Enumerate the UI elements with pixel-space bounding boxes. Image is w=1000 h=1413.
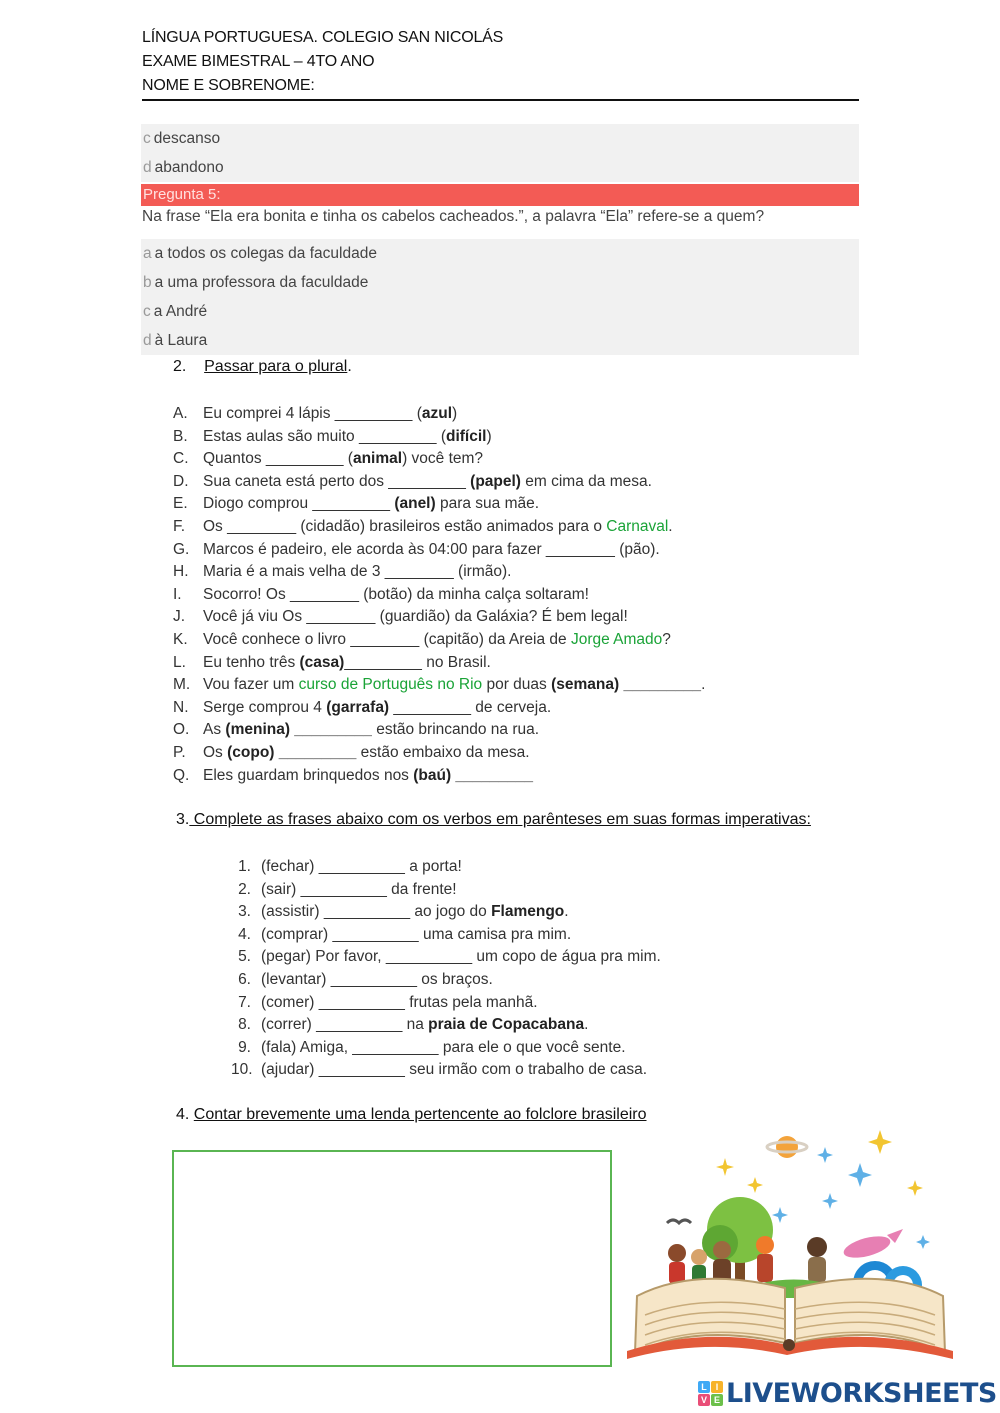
item-text <box>203 426 492 449</box>
list-item[interactable] <box>173 674 863 697</box>
section-3-title: 3. Complete as frases abaixo com os verbos em parênteses em suas formas imperativas: <box>176 811 811 828</box>
text-part: Serge comprou 4 <box>203 698 327 716</box>
bold-word: (papel) <box>470 472 521 490</box>
text-part: . <box>668 517 673 535</box>
text-part: Os ________ (cidadão) brasileiros estão animados para o <box>203 517 607 535</box>
option-b[interactable]: b a uma professora da faculdade <box>143 274 369 291</box>
bold-word: azul <box>421 405 453 422</box>
text-part: Quantos _________ ( <box>203 450 353 468</box>
text-part: Eu comprei 4 lápis _________ ( <box>203 405 422 422</box>
item-text: (pegar) Por favor, __________ um copo de água pra mim. <box>261 948 661 966</box>
item-marker: Q. <box>173 766 190 784</box>
item-text: (comprar) __________ uma camisa pra mim. <box>261 925 572 943</box>
section-2-list <box>173 403 863 787</box>
item-marker: P. <box>173 743 186 761</box>
sparkle-icon <box>716 1130 923 1196</box>
item-text <box>203 652 491 675</box>
item-text <box>203 516 673 539</box>
question-5-text: Na frase “Ela era bonita e tinha os cabelos cacheados.”, a palavra “Ela” refere-se a quem? <box>142 208 765 225</box>
item-text: (ajudar) __________ seu irmão com o trabalho de casa. <box>261 1061 648 1079</box>
text-part: (assistir) __________ ao jogo do <box>261 903 492 921</box>
question-5-header <box>141 184 859 206</box>
item-text: (fechar) __________ a porta! <box>261 858 462 875</box>
text-part: ? <box>662 630 671 648</box>
header-name-label: NOME E SOBRENOME: <box>142 77 315 94</box>
highlight-term: Jorge Amado <box>570 630 663 648</box>
text-part: Sua caneta está perto dos _________ <box>203 472 471 490</box>
text-part: Diogo comprou _________ <box>203 495 395 513</box>
star-icon <box>772 1147 930 1249</box>
list-item[interactable] <box>173 697 863 720</box>
text-part: (correr) __________ na <box>261 1016 429 1034</box>
logo-grid-icon: L I V E <box>698 1381 723 1406</box>
item-marker: E. <box>173 495 188 513</box>
item-marker: 2. <box>238 880 251 898</box>
item-text <box>203 674 705 697</box>
text-part: ) <box>486 427 492 445</box>
item-text <box>203 448 483 471</box>
item-marker: A. <box>173 405 188 422</box>
text-part: estão brincando na rua. <box>371 721 540 739</box>
list-item[interactable] <box>173 606 863 629</box>
option-c[interactable]: c a André <box>143 303 208 320</box>
item-marker: D. <box>173 472 189 490</box>
item-marker: N. <box>173 698 189 716</box>
text-part: . <box>564 903 569 921</box>
section-2-title: 2. Passar para o plural. <box>173 358 352 375</box>
item-text: Socorro! Os ________ (botão) da minha calça soltaram! <box>203 585 589 603</box>
text-part: em cima da mesa. <box>520 472 652 490</box>
logo-text: LIVEWORKSHEETS <box>726 1377 997 1409</box>
item-text <box>203 403 457 426</box>
option-c[interactable]: c descanso <box>143 130 221 147</box>
bold-word: animal <box>352 450 403 468</box>
text-part: Eu tenho três <box>203 653 300 671</box>
section-4-title: 4. Contar brevemente uma lenda pertencente ao folclore brasileiro <box>176 1106 647 1123</box>
item-marker: 6. <box>238 970 251 988</box>
list-item[interactable] <box>173 403 863 426</box>
option-d[interactable]: d à Laura <box>143 332 208 349</box>
dolphin-icon <box>841 1229 903 1262</box>
item-marker: 10. <box>231 1061 253 1079</box>
bold-word: (menina) _________ <box>225 721 372 739</box>
item-marker: I. <box>173 585 182 603</box>
item-text: (sair) __________ da frente! <box>261 880 457 898</box>
list-item[interactable] <box>173 629 863 652</box>
list-item[interactable] <box>231 901 831 924</box>
item-marker: O. <box>173 721 190 739</box>
list-item[interactable] <box>173 493 863 516</box>
list-item[interactable] <box>231 924 831 947</box>
item-marker: M. <box>173 676 191 694</box>
item-marker: 1. <box>238 858 251 875</box>
item-marker: 9. <box>238 1038 251 1056</box>
list-item[interactable] <box>173 561 863 584</box>
list-item[interactable] <box>173 719 863 742</box>
text-part: ) <box>452 405 458 422</box>
list-item[interactable] <box>231 879 831 902</box>
item-text: (fala) Amiga, __________ para ele o que você sente. <box>261 1038 626 1056</box>
item-marker: 7. <box>238 993 251 1011</box>
text-part: ) você tem? <box>402 450 484 468</box>
legend-answer-box[interactable] <box>172 1150 612 1367</box>
item-text <box>261 901 569 924</box>
bold-word: (copo) _________ <box>227 743 357 761</box>
item-marker: G. <box>173 540 190 558</box>
item-text: Marcos é padeiro, ele acorda às 04:00 para fazer ________ (pão). <box>203 540 660 558</box>
bold-word: (garrafa) <box>326 698 390 716</box>
highlight-term: curso de Português no Rio <box>298 676 483 694</box>
text-part: . <box>584 1016 589 1034</box>
list-item[interactable] <box>173 652 863 675</box>
list-item[interactable] <box>231 969 831 992</box>
header-school: LÍNGUA PORTUGUESA. COLEGIO SAN NICOLÁS <box>142 29 504 46</box>
item-marker: 3. <box>238 903 251 921</box>
list-item[interactable] <box>173 765 863 788</box>
text-part: estão embaixo da mesa. <box>356 743 530 761</box>
item-marker: 5. <box>238 948 251 966</box>
item-marker: J. <box>173 608 186 626</box>
exam-header <box>142 26 859 98</box>
text-part: As <box>203 721 226 739</box>
item-text <box>203 697 551 720</box>
text-part: Os <box>203 743 228 761</box>
item-text: Maria é a mais velha de 3 ________ (irmão). <box>203 563 512 581</box>
highlight-term: Carnaval <box>606 517 669 535</box>
list-item[interactable] <box>173 471 863 494</box>
list-item[interactable] <box>231 1014 831 1037</box>
bold-word: (semana) _________ <box>551 676 702 694</box>
item-text <box>203 493 539 516</box>
prev-question-options <box>141 124 859 182</box>
option-a[interactable]: a a todos os colegas da faculdade <box>143 245 377 262</box>
name-line <box>142 99 859 101</box>
list-item[interactable] <box>173 448 863 471</box>
item-text <box>203 765 533 788</box>
list-item[interactable] <box>231 1059 831 1082</box>
text-part: Vou fazer um <box>203 676 299 694</box>
item-text <box>261 1014 588 1037</box>
list-item[interactable] <box>173 742 863 765</box>
item-marker: F. <box>173 517 186 535</box>
bold-word: Flamengo <box>491 903 565 921</box>
item-text <box>203 629 671 652</box>
bold-word: (casa) <box>299 653 345 671</box>
text-part: por duas <box>482 676 552 694</box>
list-item[interactable] <box>173 584 863 607</box>
text-part: Você conhece o livro ________ (capitão) da Areia de <box>203 630 571 648</box>
section-3-list <box>231 856 831 1082</box>
text-part: Eles guardam brinquedos nos <box>203 766 414 784</box>
item-marker: 8. <box>238 1016 251 1034</box>
item-marker: B. <box>173 427 188 445</box>
question-5-options <box>141 239 859 355</box>
item-text <box>203 742 530 765</box>
list-item[interactable] <box>173 516 863 539</box>
list-item[interactable] <box>231 946 831 969</box>
text-part: _________ no Brasil. <box>344 653 491 671</box>
list-item[interactable] <box>173 539 863 562</box>
item-text: (comer) __________ frutas pela manhã. <box>261 993 538 1011</box>
item-marker: K. <box>173 630 188 648</box>
option-d[interactable]: d abandono <box>143 159 224 176</box>
planet-icon <box>767 1136 807 1158</box>
text-part: _________ de cerveja. <box>389 698 552 716</box>
bold-word: difícil <box>446 427 487 445</box>
text-part: para sua mãe. <box>435 495 540 513</box>
text-part: Estas aulas são muito _________ ( <box>203 427 446 445</box>
header-exam: EXAME BIMESTRAL – 4TO ANO <box>142 53 375 70</box>
item-text: (levantar) __________ os braços. <box>261 970 493 988</box>
item-marker: L. <box>173 653 186 671</box>
list-item[interactable] <box>173 426 863 449</box>
item-marker: 4. <box>238 925 251 943</box>
item-text: Você já viu Os ________ (guardião) da Galáxia? É bem legal! <box>203 608 628 626</box>
text-part: . <box>701 676 706 694</box>
bold-word: (anel) <box>394 495 436 513</box>
list-item[interactable] <box>231 992 831 1015</box>
item-text <box>203 719 539 742</box>
bold-word: (baú) _________ <box>413 766 534 784</box>
question-5-label: Pregunta 5: <box>143 186 221 203</box>
folklore-book-illustration <box>625 1125 955 1365</box>
item-text <box>203 471 652 494</box>
item-marker: H. <box>173 563 189 581</box>
item-marker: C. <box>173 450 189 468</box>
liveworksheets-logo <box>698 1378 997 1408</box>
list-item[interactable] <box>231 856 831 879</box>
bold-word: praia de Copacabana <box>428 1016 585 1034</box>
bird-icon <box>667 1220 691 1223</box>
list-item[interactable] <box>231 1037 831 1060</box>
